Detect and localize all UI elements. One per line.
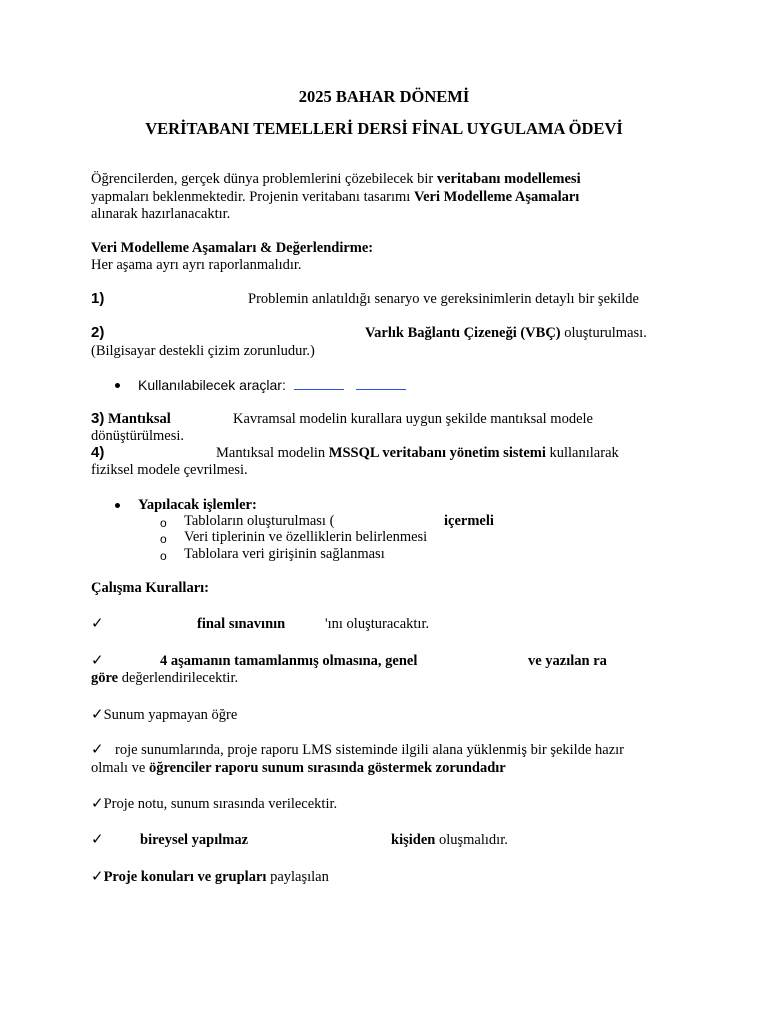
checkmark-icon: ✓ bbox=[91, 867, 104, 885]
task-item-1: Tabloların oluşturulması ( bbox=[184, 513, 335, 529]
rule-2-line-2: göre değerlendirilecektir. bbox=[91, 670, 239, 686]
stages-subtext: Her aşama ayrı ayrı raporlanmalıdır. bbox=[91, 257, 302, 273]
sub-bullet-icon: o bbox=[160, 549, 167, 563]
stage-2-note: (Bilgisayar destekli çizim zorunludur.) bbox=[91, 343, 315, 359]
checkmark-icon: ✓ bbox=[91, 740, 104, 758]
sub-bullet-icon: o bbox=[160, 532, 167, 546]
checkmark-icon: ✓ bbox=[91, 830, 104, 848]
stage-3-text: Kavramsal modelin kurallara uygun şekilde mantıksal modele bbox=[233, 411, 593, 427]
checkmark-icon: ✓ bbox=[91, 614, 104, 632]
rule-2-bold: 4 aşamanın tamamlanmış olmasına, genel bbox=[160, 653, 418, 669]
rule-4-line-2: olmalı ve öğrenciler raporu sunum sırasında göstermek zorundadır bbox=[91, 760, 506, 776]
intro-line-1: Öğrencilerden, gerçek dünya problemlerini çözebilecek bir veritabanı modellemesi bbox=[91, 171, 581, 187]
rule-5: ✓Proje notu, sunum sırasında verilecektir. bbox=[91, 794, 338, 812]
bullet-dot bbox=[115, 503, 120, 508]
rule-6-bold: bireysel yapılmaz bbox=[140, 832, 249, 848]
sub-bullet-icon: o bbox=[160, 516, 167, 530]
rule-1-text: 'ını oluşturacaktır. bbox=[325, 616, 430, 632]
stages-heading: Veri Modelleme Aşamaları & Değerlendirme: bbox=[91, 240, 374, 256]
rule-7: ✓Proje konuları ve grupları paylaşılan bbox=[91, 867, 329, 885]
document-term-title: 2025 BAHAR DÖNEMİ bbox=[298, 87, 470, 106]
tool-link-1[interactable] bbox=[294, 377, 344, 390]
stage-2-number: 2) bbox=[91, 324, 105, 341]
document-course-title: VERİTABANI TEMELLERİ DERSİ FİNAL UYGULAMA ÖDEVİ bbox=[145, 119, 623, 138]
tools-line: Kullanılabilecek araçlar: bbox=[138, 377, 406, 394]
rule-4-text: roje sunumlarında, proje raporu LMS sisteminde ilgili alana yüklenmiş bir şekilde hazır bbox=[115, 742, 624, 758]
checkmark-icon: ✓ bbox=[91, 794, 104, 812]
checkmark-icon: ✓ bbox=[91, 651, 104, 669]
tool-link-2[interactable] bbox=[356, 377, 406, 390]
task-item-3: Tablolara veri girişinin sağlanması bbox=[184, 546, 385, 562]
task-item-2: Veri tiplerinin ve özelliklerin belirlenmesi bbox=[184, 529, 428, 545]
rules-heading: Çalışma Kuralları: bbox=[91, 580, 210, 596]
rule-6-text: kişiden oluşmalıdır. bbox=[391, 832, 508, 848]
rule-3: ✓Sunum yapmayan öğre bbox=[91, 705, 238, 723]
stage-4-text: Mantıksal modelin MSSQL veritabanı yönetim sistemi kullanılarak bbox=[216, 445, 619, 461]
checkmark-icon: ✓ bbox=[91, 705, 104, 723]
tasks-label: Yapılacak işlemler: bbox=[138, 497, 257, 513]
rule-2-bold-2: ve yazılan ra bbox=[528, 653, 607, 669]
stage-1-number: 1) bbox=[91, 290, 105, 307]
task-item-1-suffix: içermeli bbox=[444, 513, 494, 529]
stage-4-text-line-2: fiziksel modele çevrilmesi. bbox=[91, 462, 248, 478]
stage-3-heading: 3) Mantıksal bbox=[91, 410, 171, 427]
intro-line-3: alınarak hazırlanacaktır. bbox=[91, 206, 231, 222]
rule-1-bold: final sınavının bbox=[197, 616, 286, 632]
stage-1-text: Problemin anlatıldığı senaryo ve gereksinimlerin detaylı bir şekilde bbox=[248, 291, 639, 307]
intro-line-2: yapmaları beklenmektedir. Projenin veritabanı tasarımı Veri Modelleme Aşamaları bbox=[91, 189, 580, 205]
stage-4-number: 4) bbox=[91, 444, 105, 461]
bullet-dot bbox=[115, 383, 120, 388]
stage-2-text: Varlık Bağlantı Çizeneği (VBÇ) oluşturulması. bbox=[365, 325, 647, 341]
stage-3-text-line-2: dönüştürülmesi. bbox=[91, 428, 185, 444]
